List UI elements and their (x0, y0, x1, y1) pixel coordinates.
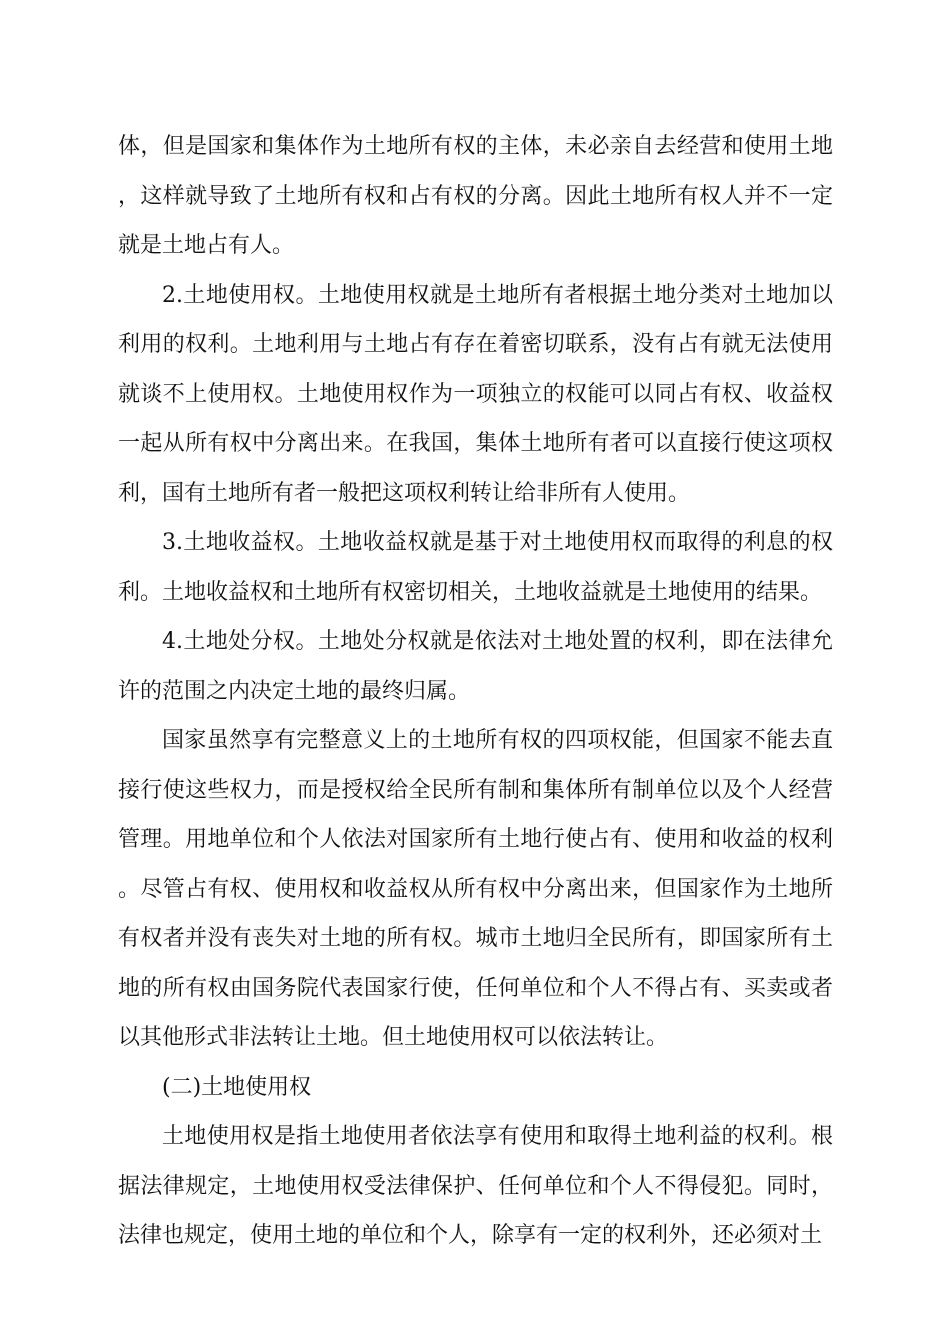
paragraph-land-income-right: 3.土地收益权。土地收益权就是基于对土地使用权而取得的利息的权利。土地收益权和土地所有权密切相关，土地收益就是土地使用的结果。 (118, 530, 833, 605)
document-body (118, 122, 833, 1261)
paragraph-land-ownership-continued: 体，但是国家和集体作为土地所有权的主体，未必亲自去经营和使用土地，这样就导致了土地所有权和占有权的分离。因此土地所有权人并不一定就是土地占有人。 (118, 134, 833, 258)
paragraph-land-disposal-right: 4.土地处分权。土地处分权就是依法对土地处置的权利，即在法律允许的范围之内决定土地的最终归属。 (118, 629, 833, 704)
paragraph-land-use-right-definition: 土地使用权是指土地使用者依法享有使用和取得土地利益的权利。根据法律规定，土地使用权受法律保护、任何单位和个人不得侵犯。同时，法律也规定，使用土地的单位和个人，除享有一定的权利外，还必须对土 (118, 1124, 833, 1248)
paragraph-land-use-right: 2.土地使用权。土地使用权就是土地所有者根据土地分类对土地加以利用的权利。土地利用与土地占有存在着密切联系，没有占有就无法使用就谈不上使用权。土地使用权作为一项独立的权能可以同占有权、收益权一起从所有权中分离出来。在我国，集体土地所有者可以直接行使这项权利，国有土地所有者一般把这项权利转让给非所有人使用。 (118, 282, 833, 506)
paragraph-state-ownership: 国家虽然享有完整意义上的土地所有权的四项权能，但国家不能去直接行使这些权力，而是授权给全民所有制和集体所有制单位以及个人经营管理。用地单位和个人依法对国家所有土地行使占有、使用和收益的权利。尽管占有权、使用权和收益权从所有权中分离出来，但国家作为土地所有权者并没有丧失对土地的所有权。城市土地归全民所有，即国家所有土地的所有权由国务院代表国家行使，任何单位和个人不得占有、买卖或者以其他形式非法转让土地。但土地使用权可以依法转让。 (118, 728, 833, 1050)
section-heading-land-use-right: (二)土地使用权 (162, 1074, 312, 1100)
